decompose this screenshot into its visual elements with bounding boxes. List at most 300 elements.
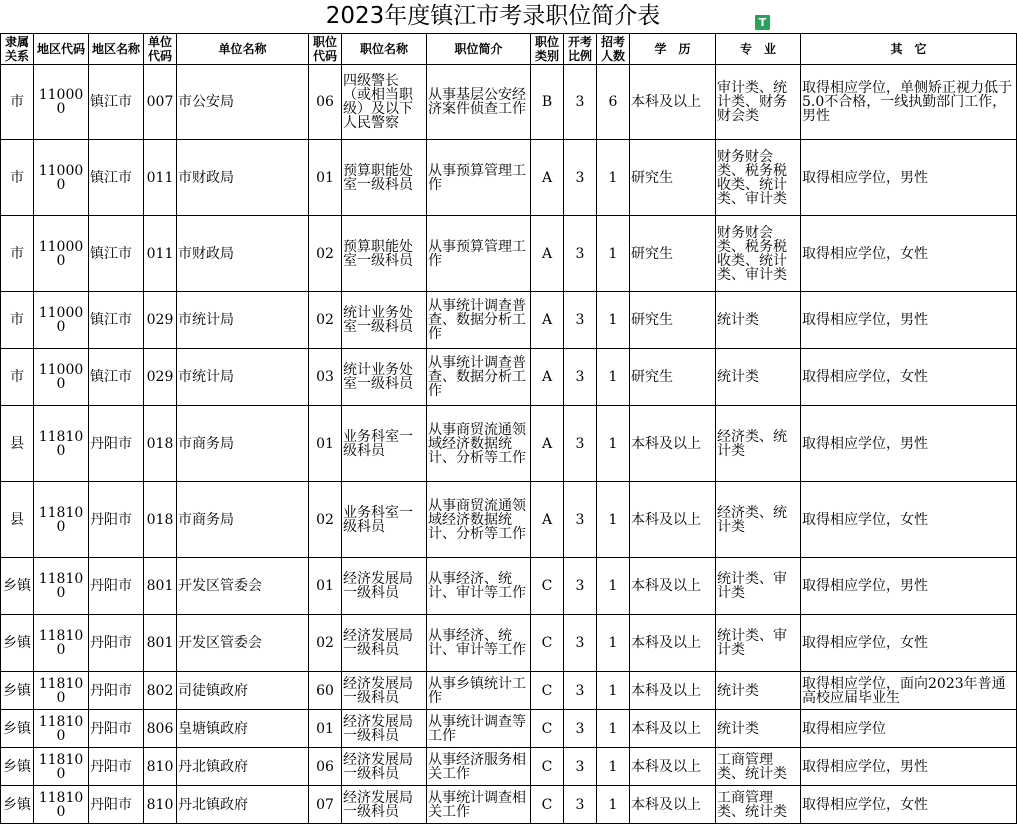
cell-pos-code[interactable] <box>309 558 342 615</box>
cell-other[interactable] <box>801 710 1017 748</box>
column-header: 职位代码 <box>309 34 342 65</box>
cell-pos-code[interactable] <box>309 710 342 748</box>
cell-area-code[interactable] <box>34 482 89 558</box>
cell-num[interactable] <box>597 615 630 672</box>
cell-other[interactable] <box>801 140 1017 216</box>
cell-level[interactable] <box>1 140 34 216</box>
cell-cat[interactable] <box>531 216 564 292</box>
cell-area-name[interactable] <box>89 140 144 216</box>
cell-num[interactable] <box>597 216 630 292</box>
cell-text: 1 <box>608 435 618 452</box>
cell-pos-code[interactable] <box>309 292 342 349</box>
cell-num[interactable] <box>597 786 630 824</box>
cell-text: 从事经济服务相关工作 <box>428 751 526 782</box>
cell-edu[interactable] <box>630 292 716 349</box>
cell-edu[interactable] <box>630 406 716 482</box>
column-header: 地区名称 <box>89 34 144 65</box>
cell-text: 丹阳市 <box>90 435 132 452</box>
cell-text: 市 <box>10 312 24 328</box>
cell-text: 财务财会类、税务税收类、统计类、审计类 <box>717 224 787 283</box>
cell-text: 本科及以上 <box>631 796 701 813</box>
cell-num[interactable] <box>597 65 630 140</box>
cell-text: 118100 <box>38 751 84 782</box>
cell-text: 工商管理类、统计类 <box>717 751 787 782</box>
cell-text: 取得相应学位，女性 <box>802 796 928 813</box>
cell-area-code[interactable] <box>34 406 89 482</box>
cell-major[interactable] <box>716 140 801 216</box>
column-header: 职位名称 <box>342 34 427 65</box>
cell-unit-name[interactable] <box>177 672 309 710</box>
cell-area-name[interactable] <box>89 65 144 140</box>
cell-intro[interactable] <box>427 615 531 672</box>
cell-cat[interactable] <box>531 786 564 824</box>
cell-text: 1 <box>608 511 618 528</box>
cell-text: 06 <box>316 94 334 110</box>
cell-text: 县 <box>10 435 24 452</box>
cell-intro[interactable] <box>427 65 531 140</box>
cell-unit-code[interactable] <box>144 615 177 672</box>
cell-ratio[interactable] <box>564 65 597 140</box>
cell-unit-code[interactable] <box>144 710 177 748</box>
cell-ratio[interactable] <box>564 786 597 824</box>
cell-pos-name[interactable] <box>342 748 427 786</box>
cell-text: 取得相应学位，男性 <box>802 758 928 775</box>
cell-edu[interactable] <box>630 615 716 672</box>
cell-level[interactable] <box>1 710 34 748</box>
cell-text: 3 <box>575 635 585 651</box>
cell-text: 丹北镇政府 <box>178 758 248 775</box>
cell-level[interactable] <box>1 65 34 140</box>
cell-text: C <box>541 720 553 737</box>
cell-text: 3 <box>575 682 585 699</box>
cell-edu[interactable] <box>630 140 716 216</box>
positions-table <box>0 33 1017 824</box>
cell-cat[interactable] <box>531 140 564 216</box>
cell-ratio[interactable] <box>564 615 597 672</box>
cell-text: 从事预算管理工作 <box>428 238 526 269</box>
cell-level[interactable] <box>1 786 34 824</box>
cell-major[interactable] <box>716 615 801 672</box>
cell-text: 统计业务处室一级科员 <box>343 362 413 392</box>
table-row <box>1 710 1017 748</box>
cell-level[interactable] <box>1 672 34 710</box>
table-row <box>1 65 1017 140</box>
column-header: 招考人数 <box>597 34 630 65</box>
cell-pos-code[interactable] <box>309 615 342 672</box>
cell-text: 1 <box>608 169 618 186</box>
cell-area-name[interactable] <box>89 482 144 558</box>
cell-pos-code[interactable] <box>309 672 342 710</box>
cell-other[interactable] <box>801 216 1017 292</box>
cell-text: A <box>541 369 553 385</box>
cell-cat[interactable] <box>531 349 564 406</box>
cell-edu[interactable] <box>630 672 716 710</box>
cell-area-name[interactable] <box>89 558 144 615</box>
cell-text: 研究生 <box>631 312 673 328</box>
cell-intro[interactable] <box>427 786 531 824</box>
cell-area-code[interactable] <box>34 216 89 292</box>
cell-major[interactable] <box>716 292 801 349</box>
cell-major[interactable] <box>716 672 801 710</box>
cell-text: 3 <box>575 511 585 528</box>
cell-intro[interactable] <box>427 710 531 748</box>
cell-text: 802 <box>146 682 174 699</box>
cell-text: 统计类 <box>717 369 759 385</box>
cell-area-code[interactable] <box>34 65 89 140</box>
cell-intro[interactable] <box>427 292 531 349</box>
cell-edu[interactable] <box>630 216 716 292</box>
cell-unit-name[interactable] <box>177 786 309 824</box>
table-row <box>1 672 1017 710</box>
cell-text: 从事乡镇统计工作 <box>428 675 526 706</box>
cell-text: 统计类 <box>717 312 759 328</box>
cell-intro[interactable] <box>427 672 531 710</box>
cell-text: 3 <box>575 435 585 452</box>
cell-text: 镇江市 <box>90 169 132 186</box>
cell-pos-name[interactable] <box>342 406 427 482</box>
cell-unit-name[interactable] <box>177 216 309 292</box>
cell-major[interactable] <box>716 349 801 406</box>
cell-pos-name[interactable] <box>342 558 427 615</box>
cell-unit-name[interactable] <box>177 292 309 349</box>
cell-text: B <box>541 94 553 110</box>
cell-unit-code[interactable] <box>144 482 177 558</box>
cell-num[interactable] <box>597 558 630 615</box>
cell-area-code[interactable] <box>34 140 89 216</box>
cell-edu[interactable] <box>630 558 716 615</box>
cell-text: 取得相应学位，女性 <box>802 369 928 385</box>
cell-text: 镇江市 <box>90 312 132 328</box>
cell-intro[interactable] <box>427 482 531 558</box>
cell-text: 110000 <box>38 87 84 117</box>
cell-text: 从事统计调查等工作 <box>428 713 526 744</box>
cell-unit-code[interactable] <box>144 349 177 406</box>
cell-pos-name[interactable] <box>342 786 427 824</box>
cell-unit-name[interactable] <box>177 748 309 786</box>
cell-area-name[interactable] <box>89 292 144 349</box>
cell-unit-name[interactable] <box>177 65 309 140</box>
cell-cat[interactable] <box>531 406 564 482</box>
cell-pos-name[interactable] <box>342 216 427 292</box>
cell-intro[interactable] <box>427 748 531 786</box>
cell-text: 110000 <box>38 238 84 269</box>
cell-area-code[interactable] <box>34 558 89 615</box>
cell-major[interactable] <box>716 558 801 615</box>
cell-edu[interactable] <box>630 710 716 748</box>
cell-other[interactable] <box>801 482 1017 558</box>
cell-ratio[interactable] <box>564 406 597 482</box>
cell-text: 018 <box>146 435 174 452</box>
cell-text: 110000 <box>38 162 84 193</box>
cell-edu[interactable] <box>630 65 716 140</box>
cell-intro[interactable] <box>427 140 531 216</box>
cell-ratio[interactable] <box>564 140 597 216</box>
cell-major[interactable] <box>716 216 801 292</box>
cell-pos-code[interactable] <box>309 786 342 824</box>
cell-other[interactable] <box>801 615 1017 672</box>
cell-intro[interactable] <box>427 349 531 406</box>
cell-area-name[interactable] <box>89 615 144 672</box>
cell-text: 乡镇 <box>3 758 31 775</box>
cell-num[interactable] <box>597 140 630 216</box>
sheet-title: 2023年度镇江市考录职位简介表 <box>325 3 661 29</box>
cell-text: 01 <box>316 435 334 452</box>
cell-text: 1 <box>608 578 618 594</box>
cell-pos-code[interactable] <box>309 482 342 558</box>
cell-pos-code[interactable] <box>309 65 342 140</box>
cell-edu[interactable] <box>630 748 716 786</box>
cell-intro[interactable] <box>427 216 531 292</box>
cell-cat[interactable] <box>531 558 564 615</box>
cell-other[interactable] <box>801 292 1017 349</box>
cell-pos-name[interactable] <box>342 615 427 672</box>
cell-edu[interactable] <box>630 349 716 406</box>
cell-pos-name[interactable] <box>342 65 427 140</box>
cell-level[interactable] <box>1 292 34 349</box>
cell-area-name[interactable] <box>89 786 144 824</box>
cell-text: 市统计局 <box>178 369 234 385</box>
cell-text: 1 <box>608 682 618 699</box>
cell-text: 取得相应学位，男性 <box>802 169 928 186</box>
cell-unit-name[interactable] <box>177 615 309 672</box>
cell-ratio[interactable] <box>564 558 597 615</box>
cell-pos-name[interactable] <box>342 292 427 349</box>
cell-intro[interactable] <box>427 558 531 615</box>
cell-text: C <box>541 758 553 775</box>
cell-unit-code[interactable] <box>144 406 177 482</box>
cell-level[interactable] <box>1 558 34 615</box>
cell-text: 本科及以上 <box>631 682 701 699</box>
cell-text: 3 <box>575 169 585 186</box>
cell-pos-code[interactable] <box>309 748 342 786</box>
column-header: 单位代码 <box>144 34 177 65</box>
cell-text: 工商管理类、统计类 <box>717 789 787 820</box>
cell-cat[interactable] <box>531 65 564 140</box>
cell-other[interactable] <box>801 406 1017 482</box>
cell-text: 丹阳市 <box>90 758 132 775</box>
cell-area-code[interactable] <box>34 292 89 349</box>
cell-text: 县 <box>10 511 24 528</box>
cell-area-name[interactable] <box>89 216 144 292</box>
cell-major[interactable] <box>716 710 801 748</box>
cell-unit-code[interactable] <box>144 216 177 292</box>
cell-text: 研究生 <box>631 169 673 186</box>
cell-other[interactable] <box>801 65 1017 140</box>
cell-text: 本科及以上 <box>631 635 701 651</box>
cell-text: 011 <box>146 169 174 186</box>
cell-ratio[interactable] <box>564 672 597 710</box>
cell-text: 801 <box>146 635 174 651</box>
cell-text: 市财政局 <box>178 169 234 186</box>
cell-text: 市公安局 <box>178 94 234 110</box>
cell-cat[interactable] <box>531 482 564 558</box>
cell-text: 118100 <box>38 504 84 535</box>
cell-pos-name[interactable] <box>342 710 427 748</box>
cell-unit-name[interactable] <box>177 406 309 482</box>
cell-pos-code[interactable] <box>309 349 342 406</box>
cell-text: 统计业务处室一级科员 <box>343 305 413 335</box>
cell-area-code[interactable] <box>34 349 89 406</box>
cell-text: 取得相应学位，女性 <box>802 245 928 262</box>
cell-pos-code[interactable] <box>309 216 342 292</box>
cell-ratio[interactable] <box>564 710 597 748</box>
cell-text: C <box>541 578 553 594</box>
cell-other[interactable] <box>801 748 1017 786</box>
cell-text: 市 <box>10 169 24 186</box>
cell-text: 3 <box>575 758 585 775</box>
cell-unit-code[interactable] <box>144 292 177 349</box>
cell-unit-code[interactable] <box>144 558 177 615</box>
cell-text: A <box>541 312 553 328</box>
cell-text: 市商务局 <box>178 511 234 528</box>
cell-unit-code[interactable] <box>144 786 177 824</box>
cell-text: 02 <box>316 312 334 328</box>
cell-text: 801 <box>146 578 174 594</box>
cell-text: 财务财会类、税务税收类、统计类、审计类 <box>717 148 787 207</box>
cell-major[interactable] <box>716 786 801 824</box>
cell-unit-code[interactable] <box>144 748 177 786</box>
cell-pos-name[interactable] <box>342 672 427 710</box>
cell-text: 02 <box>316 511 334 528</box>
cell-text: 经济发展局一级科员 <box>343 713 413 744</box>
cell-edu[interactable] <box>630 786 716 824</box>
cell-text: 预算职能处室一级科员 <box>343 238 413 269</box>
cell-unit-name[interactable] <box>177 140 309 216</box>
cell-area-name[interactable] <box>89 349 144 406</box>
cell-text: 乡镇 <box>3 796 31 813</box>
cell-level[interactable] <box>1 482 34 558</box>
cell-area-code[interactable] <box>34 748 89 786</box>
table-row <box>1 558 1017 615</box>
cell-major[interactable] <box>716 482 801 558</box>
cell-area-name[interactable] <box>89 406 144 482</box>
column-header: 职位类别 <box>531 34 564 65</box>
cell-unit-code[interactable] <box>144 140 177 216</box>
table-row <box>1 349 1017 406</box>
cell-text: 118100 <box>38 571 84 601</box>
cell-num[interactable] <box>597 349 630 406</box>
cell-text: 预算职能处室一级科员 <box>343 162 413 193</box>
cell-text: 110000 <box>38 305 84 335</box>
cell-other[interactable] <box>801 786 1017 824</box>
cell-text: A <box>541 245 553 262</box>
cell-text: 丹阳市 <box>90 682 132 699</box>
cell-area-name[interactable] <box>89 748 144 786</box>
cell-area-name[interactable] <box>89 672 144 710</box>
column-header: 学 历 <box>630 34 716 65</box>
cell-text: 从事经济、统计、审计等工作 <box>428 628 526 658</box>
cell-pos-name[interactable] <box>342 482 427 558</box>
cell-unit-name[interactable] <box>177 710 309 748</box>
cell-cat[interactable] <box>531 748 564 786</box>
cell-text: 3 <box>575 796 585 813</box>
cell-text: 研究生 <box>631 245 673 262</box>
column-header: 其 它 <box>801 34 1017 65</box>
cell-unit-name[interactable] <box>177 349 309 406</box>
cell-major[interactable] <box>716 406 801 482</box>
cell-ratio[interactable] <box>564 349 597 406</box>
cell-ratio[interactable] <box>564 292 597 349</box>
cell-unit-name[interactable] <box>177 558 309 615</box>
cell-ratio[interactable] <box>564 482 597 558</box>
cell-area-code[interactable] <box>34 786 89 824</box>
cell-text: 01 <box>316 169 334 186</box>
cell-text: 取得相应学位 <box>802 720 886 737</box>
cell-other[interactable] <box>801 672 1017 710</box>
cell-num[interactable] <box>597 748 630 786</box>
cell-num[interactable] <box>597 406 630 482</box>
cell-pos-name[interactable] <box>342 349 427 406</box>
cell-text: C <box>541 682 553 699</box>
cell-cat[interactable] <box>531 710 564 748</box>
cell-major[interactable] <box>716 65 801 140</box>
cell-intro[interactable] <box>427 406 531 482</box>
cell-ratio[interactable] <box>564 748 597 786</box>
cell-num[interactable] <box>597 672 630 710</box>
cell-other[interactable] <box>801 349 1017 406</box>
cell-text: 市 <box>10 369 24 385</box>
cell-text: 3 <box>575 369 585 385</box>
cell-text: 取得相应学位，男性 <box>802 578 928 594</box>
cell-text: C <box>541 635 553 651</box>
cell-cat[interactable] <box>531 615 564 672</box>
cell-unit-name[interactable] <box>177 482 309 558</box>
cell-text: 四级警长（或相当职级）及以下人民警察 <box>343 73 413 131</box>
cell-area-code[interactable] <box>34 672 89 710</box>
cell-major[interactable] <box>716 748 801 786</box>
cell-text: 市商务局 <box>178 435 234 452</box>
cell-text: 丹阳市 <box>90 635 132 651</box>
cell-pos-code[interactable] <box>309 140 342 216</box>
cell-unit-code[interactable] <box>144 672 177 710</box>
cell-text: 本科及以上 <box>631 758 701 775</box>
cell-num[interactable] <box>597 482 630 558</box>
cell-text: 3 <box>575 94 585 110</box>
cell-num[interactable] <box>597 710 630 748</box>
text-marker-icon[interactable]: T <box>755 15 770 30</box>
cell-ratio[interactable] <box>564 216 597 292</box>
cell-text: 审计类、统计类、财务财会类 <box>717 80 787 124</box>
cell-text: 3 <box>575 720 585 737</box>
cell-unit-code[interactable] <box>144 65 177 140</box>
cell-cat[interactable] <box>531 672 564 710</box>
cell-level[interactable] <box>1 349 34 406</box>
cell-area-code[interactable] <box>34 710 89 748</box>
cell-edu[interactable] <box>630 482 716 558</box>
cell-num[interactable] <box>597 292 630 349</box>
cell-area-name[interactable] <box>89 710 144 748</box>
cell-text: 业务科室一级科员 <box>343 504 413 535</box>
cell-text: 皇塘镇政府 <box>178 720 248 737</box>
column-header: 职位简介 <box>427 34 531 65</box>
cell-text: 市 <box>10 94 24 110</box>
cell-other[interactable] <box>801 558 1017 615</box>
cell-text: 07 <box>316 796 334 813</box>
cell-level[interactable] <box>1 216 34 292</box>
cell-pos-code[interactable] <box>309 406 342 482</box>
cell-text: 110000 <box>38 362 84 392</box>
cell-text: 02 <box>316 245 334 262</box>
cell-level[interactable] <box>1 615 34 672</box>
cell-cat[interactable] <box>531 292 564 349</box>
table-row <box>1 292 1017 349</box>
cell-pos-name[interactable] <box>342 140 427 216</box>
cell-level[interactable] <box>1 406 34 482</box>
column-header: 开考比例 <box>564 34 597 65</box>
cell-area-code[interactable] <box>34 615 89 672</box>
cell-level[interactable] <box>1 748 34 786</box>
cell-text: 丹阳市 <box>90 796 132 813</box>
